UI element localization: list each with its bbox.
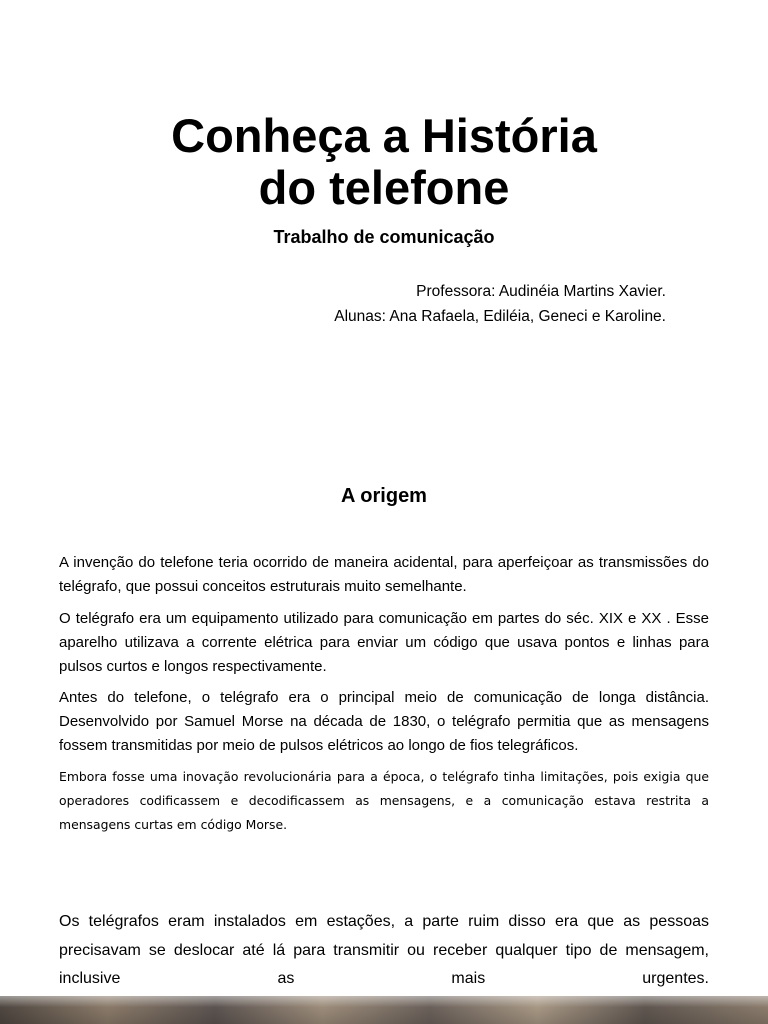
page-subtitle: Trabalho de comunicação [273,227,495,247]
paragraph-5: Os telégrafos eram instalados em estações, a parte ruim disso era que as pessoas precisavam se deslocar até lá para transmitir ou receber qualquer tipo de mensagem, inclusive as mais urgentes. [59,913,709,987]
title-line-1: Conheça a História [171,109,597,162]
title-line-2: do telefone [258,161,510,214]
page-title [0,110,768,214]
paragraph-1: A invenção do telefone teria ocorrido de maneira acidental, para aperfeiçoar as transmissões do telégrafo, que possui conceitos estruturais muito semelhante. [59,554,709,595]
bottom-photo-strip [0,996,768,1024]
section-title: A origem [341,485,427,507]
paragraph-2: O telégrafo era um equipamento utilizado para comunicação em partes do séc. XIX e XX . Esse aparelho utilizava a corrente elétrica para enviar um código que usava pontos e linhas para pulsos curtos e longos respectivamente. [59,610,709,675]
credits-block [334,279,666,329]
paragraph-3: Antes do telefone, o telégrafo era o principal meio de comunicação de longa distância. Desenvolvido por Samuel Morse na década de 1830, o telégrafo permitia que as mensagens fossem transmitidas por meio de pulsos elétricos ao longo de fios telegráficos. [59,689,709,754]
students-credit: Alunas: Ana Rafaela, Ediléia, Geneci e Karoline. [334,308,666,325]
teacher-credit: Professora: Audinéia Martins Xavier. [416,283,666,300]
paragraph-4: Embora fosse uma inovação revolucionária para a época, o telégrafo tinha limitações, pois exigia que operadores codificassem e decodificassem as mensagens, e a comunicação estava restrita a mensagens curtas em código Morse. [59,769,709,832]
